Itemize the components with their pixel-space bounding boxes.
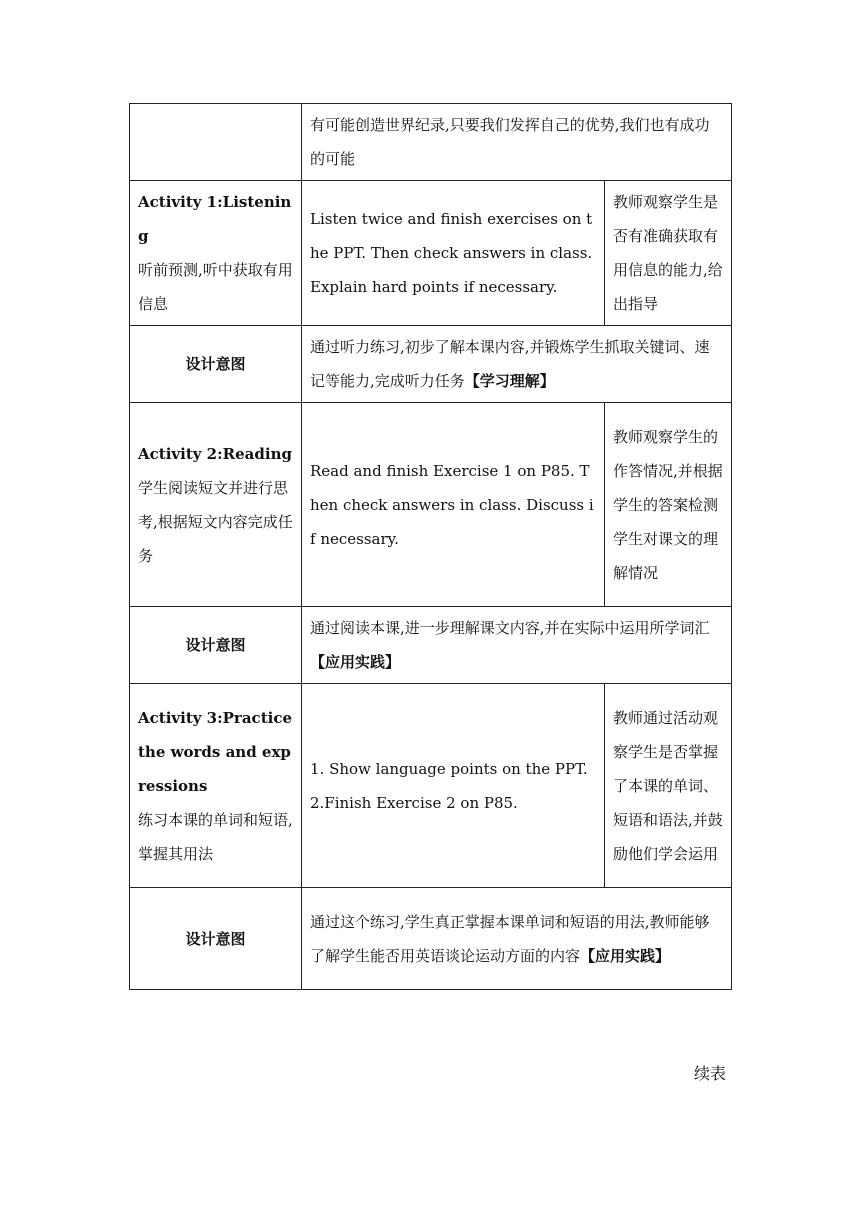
activity-description: 学生阅读短文并进行思考,根据短文内容完成任务 bbox=[138, 478, 293, 565]
activity-title-cell bbox=[130, 403, 302, 607]
activity-description: 练习本课的单词和短语,掌握其用法 bbox=[138, 810, 293, 863]
design-intent-label-cell bbox=[130, 326, 302, 403]
activity-procedure: Read and finish Exercise 1 on P85. Then check answers in class. Discuss if necessary. bbox=[310, 461, 594, 548]
empty-cell bbox=[130, 104, 302, 181]
evaluation-cell bbox=[605, 181, 732, 326]
design-intent-label: 设计意图 bbox=[185, 636, 246, 654]
continued-table-note: 续表 bbox=[694, 1064, 727, 1083]
design-intent-label: 设计意图 bbox=[185, 355, 246, 373]
intro-text-cell bbox=[302, 104, 732, 181]
activity-procedure-cell bbox=[302, 403, 605, 607]
table-row bbox=[130, 607, 732, 684]
activity-procedure: Listen twice and finish exercises on the PPT. Then check answers in class. Explain hard points if necessary. bbox=[310, 210, 593, 296]
table-row bbox=[130, 326, 732, 403]
activity-title: Activity 1:Listening bbox=[138, 193, 292, 245]
activity-title-cell bbox=[130, 684, 302, 888]
design-intent-label: 设计意图 bbox=[185, 929, 246, 948]
design-intent-text-cell bbox=[302, 888, 732, 990]
evaluation-cell bbox=[605, 403, 732, 607]
design-intent-tag: 【应用实践】 bbox=[580, 946, 671, 965]
procedure-step: 2.Finish Exercise 2 on P85. bbox=[310, 793, 518, 812]
table-row bbox=[130, 888, 732, 990]
design-intent-tag: 【应用实践】 bbox=[310, 653, 401, 671]
table-row bbox=[130, 181, 732, 326]
intro-text: 有可能创造世界纪录,只要我们发挥自己的优势,我们也有成功的可能 bbox=[310, 116, 710, 168]
activity-description: 听前预测,听中获取有用信息 bbox=[138, 261, 293, 313]
evaluation-cell bbox=[605, 684, 732, 888]
table-row bbox=[130, 403, 732, 607]
design-intent-text-cell bbox=[302, 326, 732, 403]
activity-procedure-cell bbox=[302, 684, 605, 888]
activity-title-cell bbox=[130, 181, 302, 326]
design-intent-label-cell bbox=[130, 888, 302, 990]
design-intent-text-cell bbox=[302, 607, 732, 684]
activity-title: Activity 3:Practice the words and expressions bbox=[138, 708, 292, 795]
design-intent-text: 通过听力练习,初步了解本课内容,并锻炼学生抓取关键词、速记等能力,完成听力任务 bbox=[310, 338, 710, 390]
design-intent-label-cell bbox=[130, 607, 302, 684]
evaluation-text: 教师通过活动观察学生是否掌握了本课的单词、短语和语法,并鼓励他们学会运用 bbox=[613, 708, 723, 863]
activity-procedure-cell bbox=[302, 181, 605, 326]
table-row bbox=[130, 684, 732, 888]
design-intent-text: 通过阅读本课,进一步理解课文内容,并在实际中运用所学词汇 bbox=[310, 619, 720, 637]
design-intent-tag: 【学习理解】 bbox=[464, 372, 555, 390]
procedure-step: 1. Show language points on the PPT. bbox=[310, 759, 588, 778]
evaluation-text: 教师观察学生是否有准确获取有用信息的能力,给出指导 bbox=[613, 193, 723, 313]
table-row bbox=[130, 104, 732, 181]
activity-title: Activity 2:Reading bbox=[138, 444, 292, 463]
lesson-plan-table bbox=[129, 103, 732, 990]
design-intent-text: 通过这个练习,学生真正掌握本课单词和短语的用法,教师能够了解学生能否用英语谈论运动方面的内容 bbox=[310, 912, 710, 965]
evaluation-text: 教师观察学生的作答情况,并根据学生的答案检测学生对课文的理解情况 bbox=[613, 427, 723, 582]
